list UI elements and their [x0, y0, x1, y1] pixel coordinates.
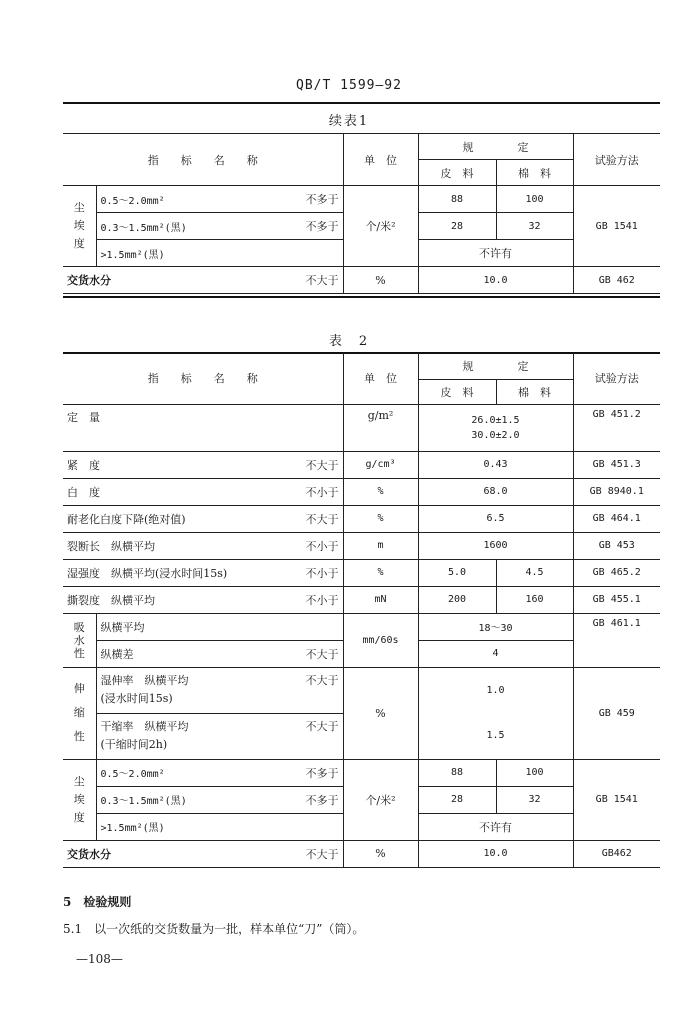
t1-h-mian: 棉 料	[496, 160, 573, 186]
t1-dust-method: GB 1541	[573, 186, 660, 267]
t1-h-method: 试验方法	[573, 134, 660, 186]
t2-dust-label: 尘 埃 度	[63, 759, 96, 840]
t2-stretch-label: 伸 缩 性	[63, 667, 96, 759]
t1-h-name: 指 标 名 称	[63, 134, 343, 186]
section-title: 5 检验规则	[63, 895, 132, 909]
table2-caption: 表 2	[328, 334, 370, 349]
page-number: —108—	[76, 952, 123, 966]
t1-dust-unit: 个/米²	[343, 186, 418, 267]
table1-caption: 续表1	[328, 114, 370, 129]
clause-5-1: 5.1 以一次纸的交货数量为一批，样本单位“刀”（筒）。	[63, 922, 365, 936]
table-2: 指 标 名 称 单 位 规 定 试验方法 皮 料 棉 料 定 量 g/m² 26.0±1.5 30.0±2.0 GB 451.2 紧 度 不大于 g/cm³ 0.43 GB 451.3 白 度 不小于 % 68.0 GB 8940.1 耐老化白度下降(绝对值) 不大于 % 6.5 GB 464.1 裂断长 纵横平均 不小于 m 1600 GB 453 湿强度 纵横平均(浸水时间15s) 不小于 % 5.0 4.5 GB 465.2 撕裂度 纵横平均 不小于 mN 200 160 GB 455.1 吸 水 性 纵横平均 mm/60s 18～30 GB 461.1 纵横差 不大于 4 伸 缩 性 湿伸率 纵横平均 不大于 (浸水时间15s) % 1.0 GB 459 干缩率 纵横平均 不大于 (干缩时间2h) 1.5 尘 埃 度 0.5～2.0mm² 不多于 个/米² 88 100 GB 1541 0.3～1.5mm²(黑) 不多于 28 32 >1.5mm²(黑) 不许有 交货水分 不大于 % 10.0 GB462	[63, 353, 660, 868]
t2-dingliang: 定 量	[63, 404, 343, 451]
t1-h-spec: 规 定	[418, 134, 573, 160]
header-rule	[63, 102, 660, 104]
t2-absorb-label: 吸 水 性	[63, 613, 96, 667]
doc-header: QB/T 1599—92	[296, 78, 402, 93]
t1-dust-label: 尘 埃 度	[63, 186, 96, 267]
table1-bottom-rule	[63, 296, 660, 298]
table-1: 指 标 名 称 单 位 规 定 试验方法 皮 料 棉 料 尘 埃 度 0.5～2.0mm² 不多于 个/米² 88 100 GB 1541 0.3～1.5mm²(黑) 不多于 28 32 >1.5mm²(黑) 不许有 交货水分 不大于 % 10.0 GB 462	[63, 133, 660, 294]
t1-h-pi: 皮 料	[418, 160, 496, 186]
t1-h-unit: 单 位	[343, 134, 418, 186]
